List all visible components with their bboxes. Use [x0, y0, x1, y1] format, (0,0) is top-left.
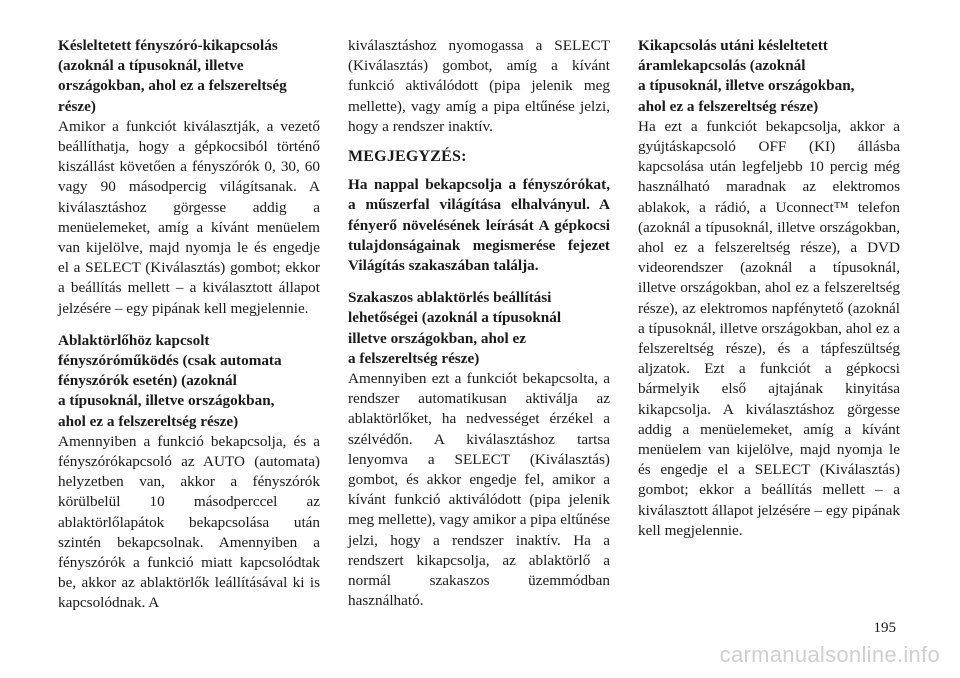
section-intermittent-wipers	[348, 288, 610, 611]
section-body: Amennyiben ezt a funkciót bekapcsolta, a rendszer automatikusan aktiválja az ablaktörlőket, ha nedvességet érzékel a szélvédőn. A kiválasztáshoz tartsa lenyomva a SELECT (Kiválasztás) gombot, és akkor engedje fel, amikor a kívánt funkció aktiválódott (pipa jelenik meg mellette), vagy amikor a pipa eltűnése jelzi, hogy a rendszer inaktív. Ha a rendszert kikapcsolja, az ablaktörlő a normál szakaszos üzemmódban használható.	[348, 370, 610, 610]
heading-line: a típusoknál, illetve országokban,	[58, 392, 275, 410]
section-body: Amennyiben a funkció bekapcsolja, és a fényszórókapcsoló az AUTO (automata) helyzetben van, akkor a fényszórók körülbelül 10 másodperccel az ablaktörlőlapátok bekapcsolása után szintén bekapcsolnak. Amennyiben a fényszórók a funkció miatt kapcsolódtak be, akkor az ablaktörlők leállításával ki is kapcsolódnak. A	[58, 432, 320, 612]
section-body: Ha ezt a funkciót bekapcsolja, akkor a gyújtáskapcsoló OFF (KI) állásba kapcsolása után legfeljebb 10 percig még használható maradnak az elektromos ablakok, a rádió, a Uconnect™ telefon (azoknál a típusoknál, illetve országokban, ahol ez a felszereltség része), a DVD videorendszer (azoknál a típusoknál, illetve országokban, ahol ez a felszereltség része), az elektromos napfénytető (azoknál a típusoknál, illetve országokban, ahol ez a felszereltség része), és a tápfeszültség aljzatok. Ezt a funkciót a gépkocsi bármelyik első ajtajának kinyitása kikapcsolja. A kiválasztáshoz görgesse addig a menüelemeket, amíg a kívánt menüelem van kijelölve, majd nyomja le és engedje el a SELECT (Kiválasztás) gombot; ekkor a beállítás mellett – a kiválasztott állapot jelzésére – egy pipának kell megjelennie.	[638, 117, 900, 539]
heading-line: illetve országokban, ahol ez	[348, 329, 527, 347]
note-body: Ha nappal bekapcsolja a fényszórókat, a műszerfal világítása elhalványul. A fényerő növelésének leírását A gépkocsi tulajdonságainak megismerése fejezet Világítás szakaszában találja.	[348, 176, 610, 275]
heading-line: fényszóróműködés (csak automata	[58, 352, 282, 370]
heading-line: áramlekapcsolás (azoknál	[638, 57, 806, 75]
heading-line: a felszereltség része)	[348, 349, 480, 367]
section-heading	[58, 36, 320, 117]
heading-line: Ablaktörlőhöz kapcsolt	[58, 331, 210, 349]
heading-line: Késleltetett fényszóró-kikapcsolás	[58, 37, 278, 54]
watermark: carmanualsonline.info	[719, 642, 940, 667]
heading-line: Kikapcsolás utáni késleltetett	[638, 37, 828, 54]
page-number: 195	[873, 620, 896, 636]
heading-line: Szakaszos ablaktörlés beállítási	[348, 289, 552, 307]
heading-line: országokban, ahol ez a felszereltség	[58, 77, 287, 95]
section-wiper-headlights	[58, 331, 320, 614]
note-title: MEGJEGYZÉS:	[348, 148, 467, 166]
column-left	[58, 36, 320, 626]
column-middle	[348, 36, 610, 623]
continued-paragraph: kiválasztáshoz nyomogassa a SELECT (Kiválasztás) gombot, amíg a kívánt funkció aktiválódott (pipa jelenik meg mellette), vagy amíg a pipa eltűnése jelzi, hogy a rendszer inaktív.	[348, 37, 610, 135]
section-heading	[638, 36, 900, 117]
heading-line: ahol ez a felszereltség része)	[58, 412, 239, 430]
section-heading	[348, 288, 610, 369]
section-delayed-headlight-off	[58, 36, 320, 319]
heading-line: (azoknál a típusoknál, illetve	[58, 57, 244, 75]
section-delayed-power-off	[638, 36, 900, 541]
heading-line: része)	[58, 97, 96, 115]
section-body: Amikor a funkciót kiválasztják, a vezető beállíthatja, hogy a gépkocsiból történő kiszállást követően a fényszórók 0, 30, 60 vagy 90 másodpercig világítsanak. A kiválasztáshoz görgesse addig a menüelemeket, amíg a kívánt menüelem van kijelölve, majd nyomja le és engedje el a SELECT (Kiválasztás) gombot; ekkor a beállítás mellett – a kiválasztott állapot jelzésére – egy pipának kell megjelennie.	[58, 117, 320, 317]
heading-line: fényszórók esetén) (azoknál	[58, 372, 237, 390]
section-heading	[58, 331, 320, 432]
heading-line: a típusoknál, illetve országokban,	[638, 77, 855, 95]
column-right	[638, 36, 900, 553]
heading-line: lehetőségei (azoknál a típusoknál	[348, 309, 562, 327]
heading-line: ahol ez a felszereltség része)	[638, 97, 819, 115]
